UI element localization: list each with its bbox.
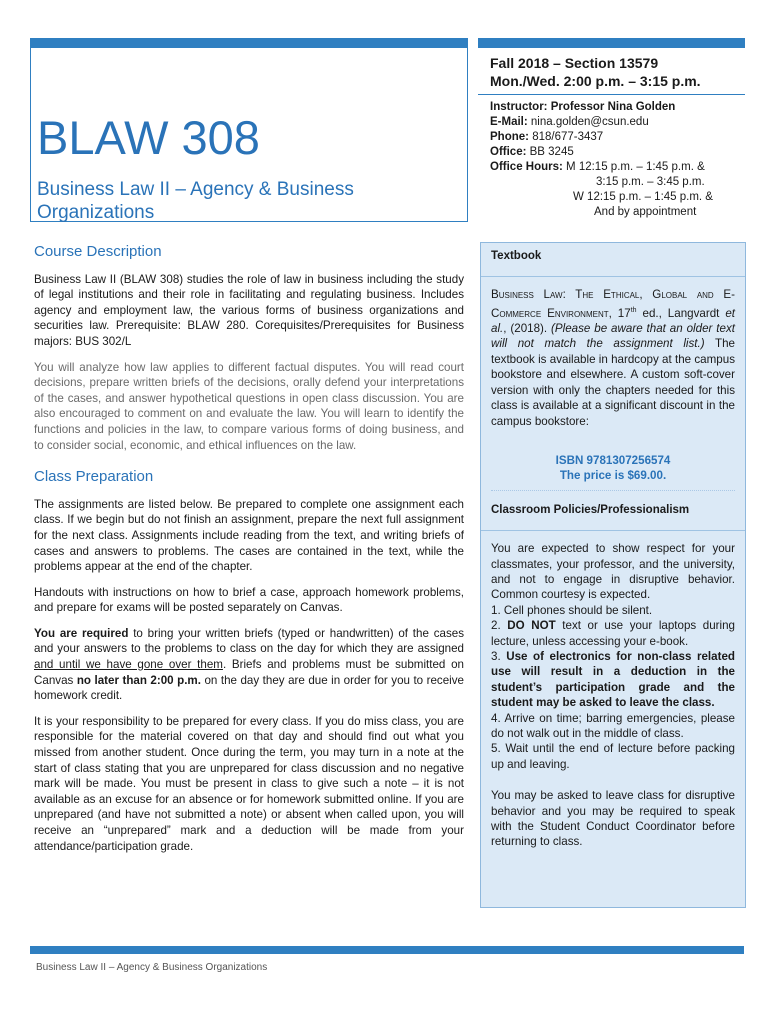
course-code: BLAW 308 [37,111,260,164]
instructor-name: Professor Nina Golden [550,101,676,113]
class-preparation-p1: The assignments are listed below. Be prepared to complete one assignment each class. If we begin but do not finish an assignment, prepare the next full assignment for the next class. Assignments include reading from the text, and writing briefs of cases and answers to problems. The cases are contained in the text, while the problems appear at the end of the chapter. [34,497,464,574]
divider [491,490,735,491]
instructor: Instructor: Professor Nina Golden [490,101,676,113]
class-preparation-p4: It is your responsibility to be prepared for every class. If you do miss class, you are responsible for the material covered on that day and should find out what you missed from another student. Once during the term, you may turn in a note at the start of class stating that you are unprepared for class discussion and no negative mark will be made. You must be present in class to give such a note – it is not available as an excuse for an absence or for homework submitted online. If you are unprepared (and have not submitted a note) or absent when called upon, you will receive an “unprepared” mark and a deduction will be made from your attendance/participation grade. [34,714,464,853]
term-info [490,54,701,90]
divider [478,94,745,95]
email: E-Mail: nina.golden@csun.edu [490,116,649,128]
office-hours-line2: 3:15 p.m. – 3:45 p.m. [596,176,705,188]
course-description-heading: Course Description [34,243,162,260]
price: The price is $69.00. [559,469,667,483]
class-preparation-p3: You are required to bring your written briefs (typed or handwritten) of the cases and your answers to the problems to class on the day for which they are assigned and until we have gone over them. Briefs and problems must be submitted on Canvas no later than 2:00 p.m. on the day they are due in order for you to receive homework credit. [34,626,464,703]
title-box [30,38,468,222]
textbook-title: Business Law: The Ethical, Global and E-Commerce Environment, [491,288,735,320]
office-hours-line3: W 12:15 p.m. – 1:45 p.m. & [573,191,713,203]
textbook-heading: Textbook [491,250,542,262]
office-hours: Office Hours: M 12:15 p.m. – 1:45 p.m. & [490,161,705,173]
course-info [478,38,745,224]
term: Fall 2018 – Section 13579 [490,55,659,71]
policy-item-4: 4. Arrive on time; barring emergencies, please do not walk out in the middle of class. [491,711,735,741]
course-description-p1: Business Law II (BLAW 308) studies the role of law in business including the study of legal institutions and their role in facilitating and regulating business. Includes agency and employment law, the various forms of business organizations and securities law. Prerequisite: BLAW 280. Corequisites/Prerequisites for Business majors: BUS 302/L [34,272,464,348]
divider [481,530,745,531]
footer-bar [30,946,744,954]
textbook-description: Business Law: The Ethical, Global and E-Commerce Environment, 17th ed., Langvardt et al., (2018). (Please be aware that an older text will not match the assignment list.) The textbook is available in hardcopy at the campus bookstore and elsewhere. A custom soft-cover version with only the chapters needed for this class is available at a significant discount in the campus bookstore: [491,288,735,428]
sidebar [480,242,746,908]
policies-closing: You may be asked to leave class for disruptive behavior and you may be required to speak with the Student Conduct Coordinator before returning to class. [491,789,735,849]
divider [481,276,745,277]
course-name-line2: Organizations [37,202,155,223]
email-link[interactable]: nina.golden@csun.edu [530,116,649,128]
class-preparation-p2: Handouts with instructions on how to brief a case, approach homework problems, and prepare for exams will be posted separately on Canvas. [34,585,464,615]
course-description-p2: You will analyze how law applies to different factual disputes. You will read court decisions, prepare written briefs of the decisions, orally defend your interpretations of the cases, and answer hypothetical questions in open class discussion. You are also encouraged to comment on and evaluate the law. You will learn to identify the functions and policies in the law, to compare various forms of doing business, and to consider social, economic, and ethical influences on the law. [34,360,464,452]
class-preparation-heading: Class Preparation [34,468,154,486]
course-name-line1: Business Law II – Agency & Business [37,179,354,200]
phone: Phone: 818/677-3437 [490,131,604,143]
instructor-info [490,100,713,220]
office: Office: BB 3245 [490,146,574,158]
main-column [34,244,464,864]
office-hours-line4: And by appointment [594,206,697,218]
policies-intro: You are expected to show respect for your classmates, your professor, and the university, and not to engage in disruptive behavior. Common courtesy is expected. [491,542,735,602]
policy-item-5: 5. Wait until the end of lecture before packing up and leaving. [491,742,735,771]
course-name [37,178,354,224]
policy-item-3: 3. Use of electronics for non-class related use will result in a deduction in the student’s participation grade and the student may be asked to leave the class. [491,649,735,710]
policy-item-2: 2. DO NOT text or use your laptops during lecture, unless accessing your e-book. [491,619,736,648]
footer-text: Business Law II – Agency & Business Organizations [36,962,268,973]
meeting-time: Mon./Wed. 2:00 p.m. – 3:15 p.m. [490,73,701,89]
policy-item-1: 1. Cell phones should be silent. [491,603,653,617]
policies-heading: Classroom Policies/Professionalism [491,503,690,516]
isbn: ISBN 9781307256574 [555,453,671,467]
